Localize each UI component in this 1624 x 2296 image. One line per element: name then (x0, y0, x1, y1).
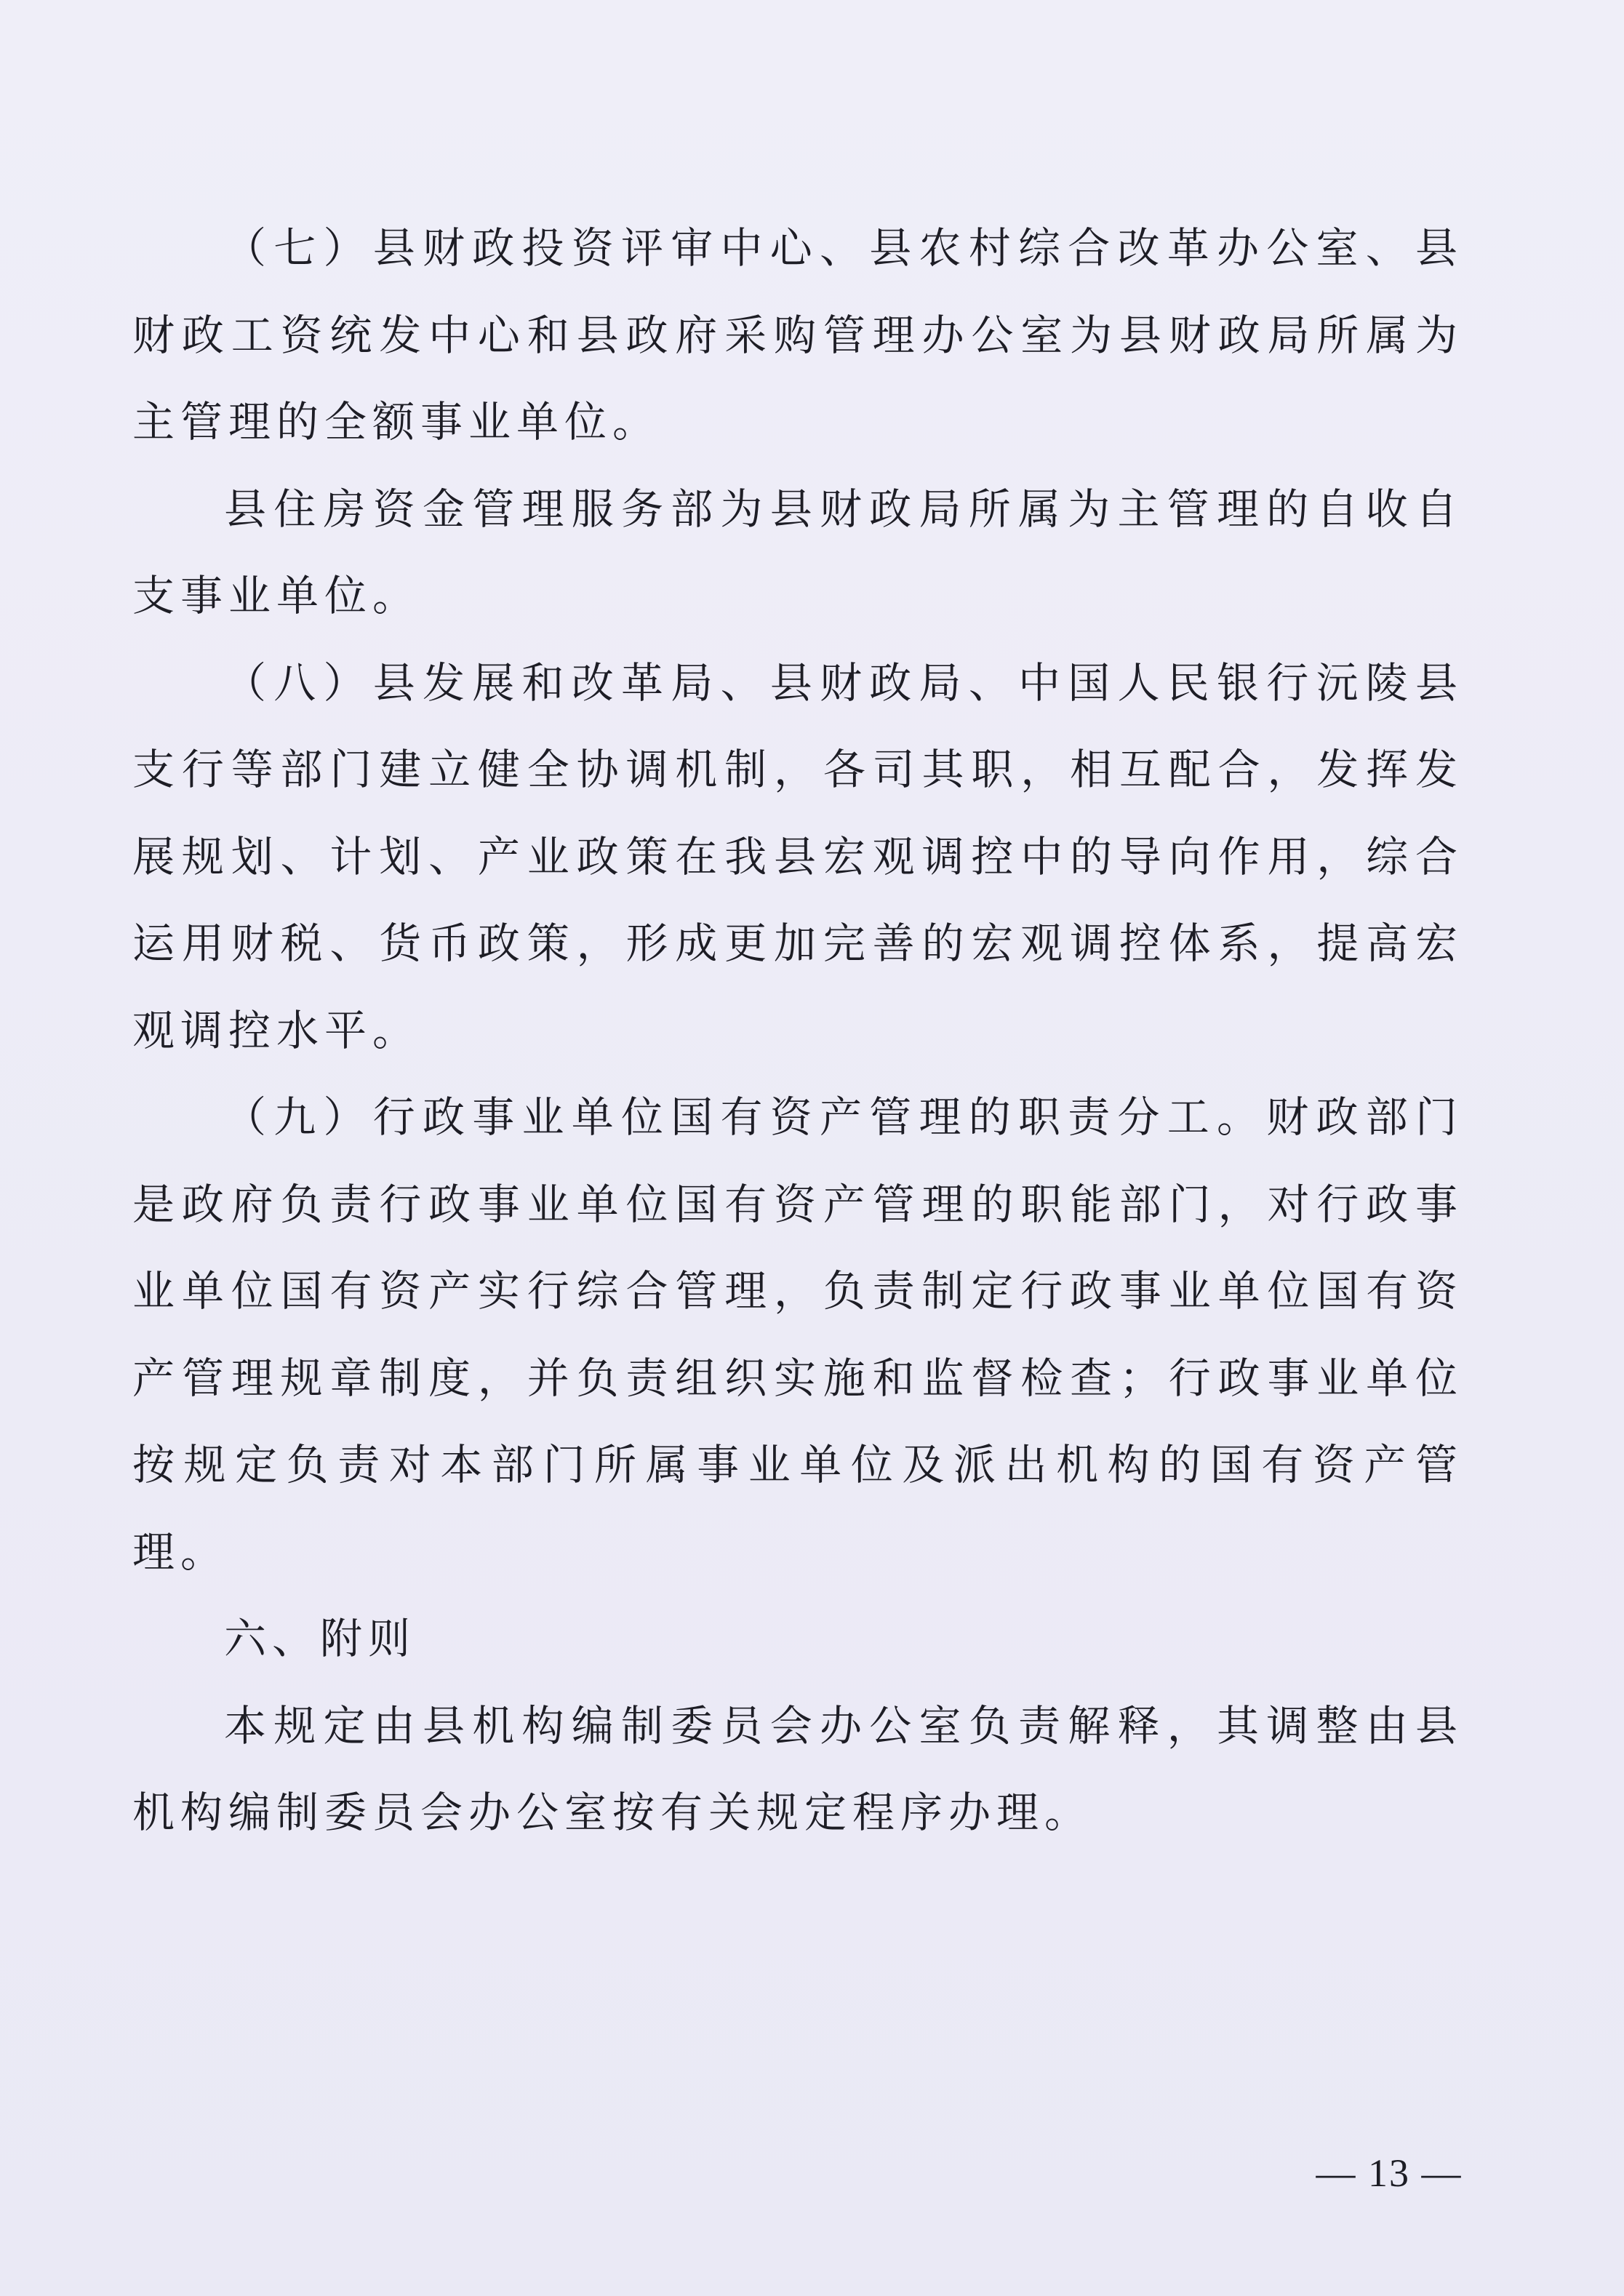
paragraph-8-coordination: （八）县发展和改革局、县财政局、中国人民银行沅陵县支行等部门建立健全协调机制，各司其职，相互配合，发挥发展规划、计划、产业政策在我县宏观调控中的导向作用，综合运用财税、货币政策，形成更加完善的宏观调控体系，提高宏观调控水平。 (132, 657, 1463, 1055)
paragraph-housing-fund: 县住房资金管理服务部为县财政局所属为主管理的自收自支事业单位。 (132, 484, 1463, 620)
paragraph-7-evaluation-center: （七）县财政投资评审中心、县农村综合改革办公室、县财政工资统发中心和县政府采购管理办公室为县财政局所属为主管理的全额事业单位。 (132, 223, 1463, 447)
page-number: — 13 — (1316, 2151, 1463, 2195)
document-body (132, 205, 1463, 1857)
section-heading-supplementary: 六、附则 (224, 1614, 417, 1663)
paragraph-9-state-assets: （九）行政事业单位国有资产管理的职责分工。财政部门是政府负责行政事业单位国有资产管理的职能部门，对行政事业单位国有资产实行综合管理，负责制定行政事业单位国有资产管理规章制度，并负责组织实施和监督检查；行政事业单位按规定负责对本部门所属事业单位及派出机构的国有资产管理。 (132, 1092, 1463, 1577)
paragraph-interpretation: 本规定由县机构编制委员会办公室负责解释，其调整由县机构编制委员会办公室按有关规定程序办理。 (132, 1700, 1463, 1837)
